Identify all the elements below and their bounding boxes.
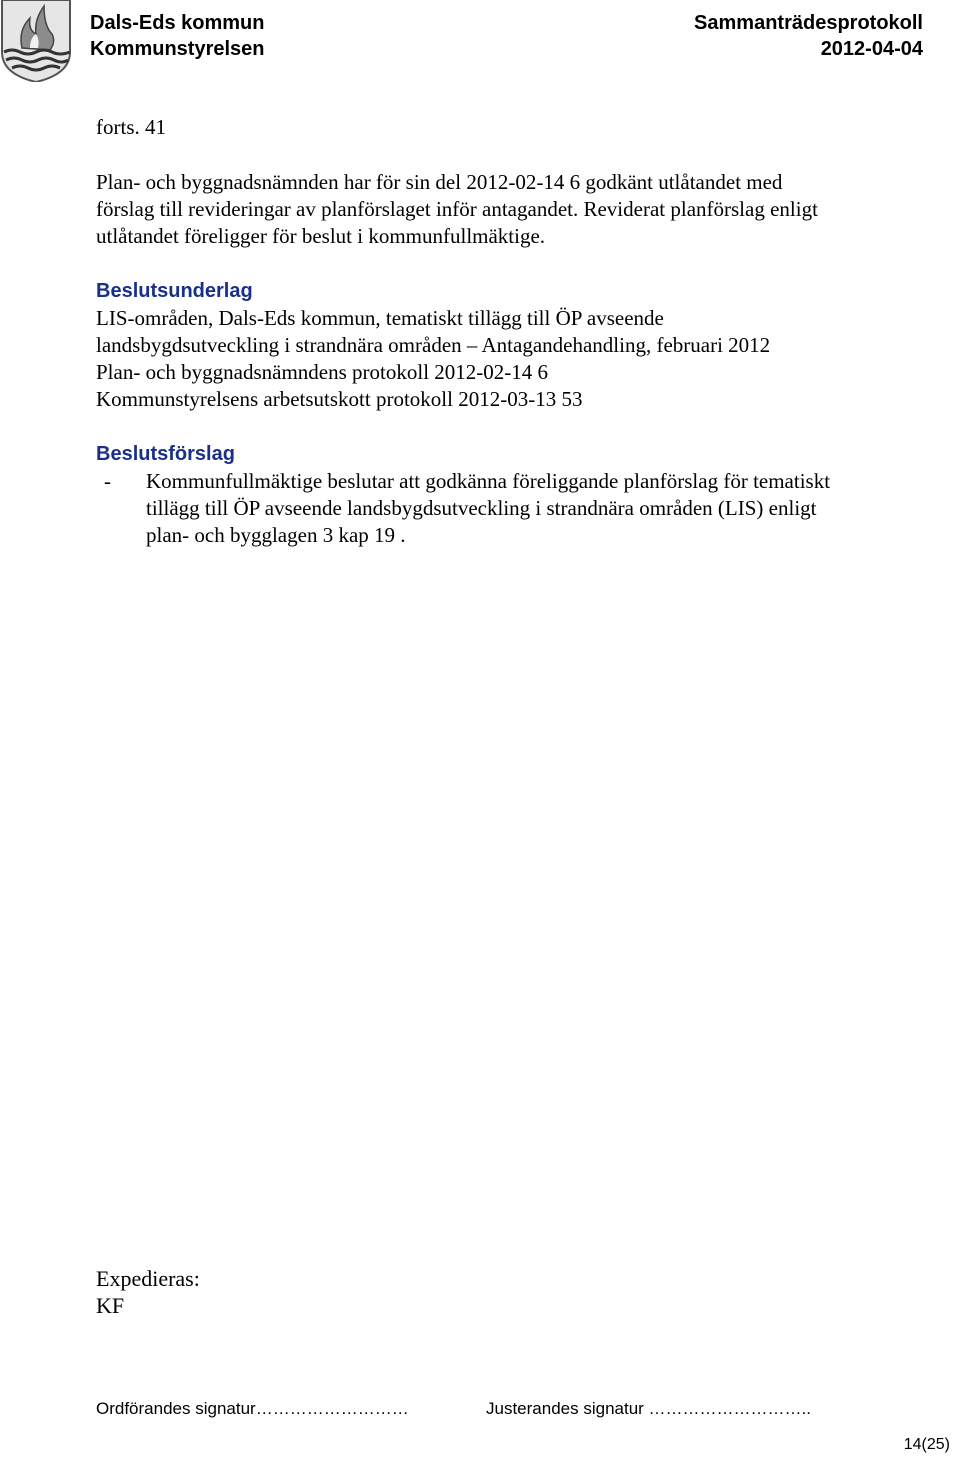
proposal-line: tillägg till ÖP avseende landsbygdsutveckling i strandnära områden (LIS) enligt bbox=[146, 496, 817, 520]
dispatch-label: Expedieras: bbox=[96, 1266, 200, 1291]
basis-line: Kommunstyrelsens arbetsutskott protokoll 2012-03-13 53 bbox=[96, 387, 583, 411]
doc-type: Sammanträdesprotokoll bbox=[694, 12, 923, 34]
intro-paragraph bbox=[96, 169, 936, 250]
header-right bbox=[694, 11, 923, 63]
org-unit: Kommunstyrelsen bbox=[90, 38, 265, 60]
basis-heading: Beslutsunderlag bbox=[96, 280, 253, 302]
intro-line: förslag till revideringar av planförslaget inför antagandet. Reviderat planförslag enligt bbox=[96, 197, 818, 221]
org-name: Dals-Eds kommun bbox=[90, 12, 265, 34]
basis-line: landsbygdsutveckling i strandnära områden – Antagandehandling, februari 2012 bbox=[96, 333, 771, 357]
proposal-heading: Beslutsförslag bbox=[96, 443, 235, 465]
proposal-line: Kommunfullmäktige beslutar att godkänna föreliggande planförslag för tematiskt bbox=[146, 469, 831, 493]
dispatch-section bbox=[96, 1265, 200, 1319]
doc-date: 2012-04-04 bbox=[820, 38, 923, 60]
intro-line: utlåtandet föreligger för beslut i kommunfullmäktige. bbox=[96, 224, 546, 248]
municipal-coat-of-arms-icon bbox=[0, 0, 72, 82]
intro-line: Plan- och byggnadsnämnden har för sin del 2012-02-14 6 godkänt utlåtandet med bbox=[96, 170, 783, 194]
proposal-item bbox=[96, 468, 936, 549]
proposal-section bbox=[96, 441, 936, 549]
basis-line: Plan- och byggnadsnämndens protokoll 2012-02-14 6 bbox=[96, 360, 549, 384]
adjuster-signature: Justerandes signatur ……………………….. bbox=[486, 1399, 811, 1418]
proposal-line: plan- och bygglagen 3 kap 19 . bbox=[146, 523, 406, 547]
continued-marker: forts. 41 bbox=[96, 115, 166, 139]
basis-section bbox=[96, 278, 936, 413]
dispatch-recipient: KF bbox=[96, 1293, 125, 1318]
basis-line: LIS-områden, Dals-Eds kommun, tematiskt tillägg till ÖP avseende bbox=[96, 306, 664, 330]
header-left bbox=[90, 11, 265, 63]
page-number: 14(25) bbox=[903, 1436, 950, 1453]
chair-signature: Ordförandes signatur……………………… bbox=[96, 1399, 409, 1418]
proposal-dash: - bbox=[104, 469, 111, 493]
